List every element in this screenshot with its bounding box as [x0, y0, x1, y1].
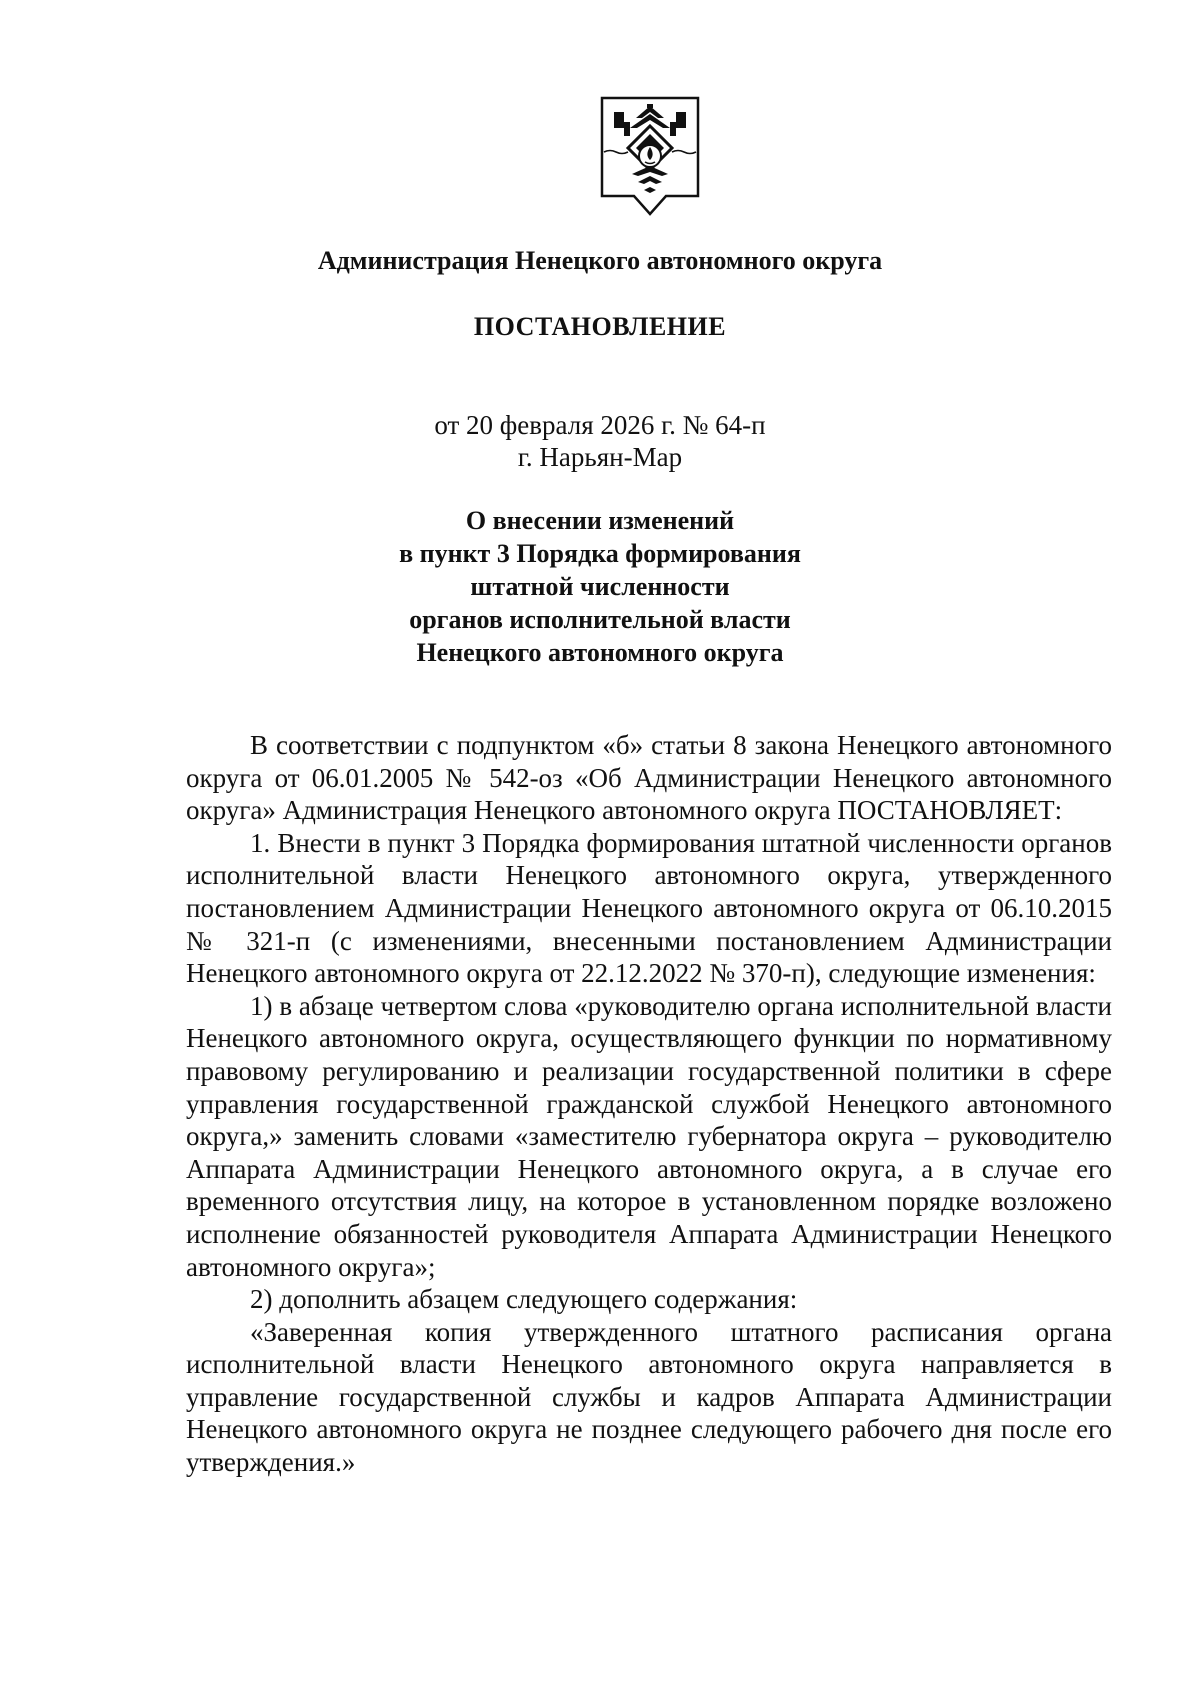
body-paragraph-subitem-1: 1) в абзаце четвертом слова «руководителю органа исполнительной власти Ненецкого автономного округа, осуществляющего функции по нормативному правовому регулированию и реализации государственной политики в сфере управления государственной гражданской службой Ненецкого автономного округа,» заменить словами «заместителю губернатора округа – руководителю Аппарата Администрации Ненецкого автономного округа, а в случае его временного отсутствия лицу, на которое в установленном порядке возложено исполнение обязанностей руководителя Аппарата Администрации Ненецкого автономного округа»; [186, 990, 1112, 1282]
subject-line: органов исполнительной власти [409, 605, 791, 634]
subject-line: в пункт 3 Порядка формирования [399, 539, 801, 568]
subject-line: Ненецкого автономного округа [416, 638, 784, 667]
body-paragraph-preamble: В соответствии с подпунктом «б» статьи 8 закона Ненецкого автономного округа от 06.01.2005 № 542-оз «Об Администрации Ненецкого автономного округа» Администрация Ненецкого автономного округа ПОСТАНОВЛЯЕТ: [186, 730, 1112, 826]
document-body [186, 729, 1112, 1479]
document-subject [0, 504, 1200, 669]
document-city: г. Нарьян-Мар [517, 442, 683, 472]
subject-line: штатной численности [470, 572, 730, 601]
document-type: ПОСТАНОВЛЕНИЕ [473, 312, 727, 341]
organization-title: Администрация Ненецкого автономного округа [317, 246, 883, 275]
subject-line: О внесении изменений [465, 506, 735, 535]
body-paragraph-item-1: 1. Внести в пункт 3 Порядка формирования штатной численности органов исполнительной власти Ненецкого автономного округа, утвержденного постановлением Администрации Ненецкого автономного округа от 06.10.2015 № 321-п (с изменениями, внесенными постановлением Администрации Ненецкого автономного округа от 22.12.2022 № 370-п), следующие изменения: [186, 827, 1112, 989]
body-paragraph-subitem-2: 2) дополнить абзацем следующего содержания: [250, 1284, 798, 1315]
body-paragraph-quote: «Заверенная копия утвержденного штатного расписания органа исполнительной власти Ненецкого автономного округа направляется в управление государственной службы и кадров Аппарата Администрации Ненецкого автономного округа не позднее следующего рабочего дня после его утверждения.» [186, 1316, 1112, 1478]
document-date-number: от 20 февраля 2026 г. № 64-п [434, 410, 766, 440]
coat-of-arms-emblem [600, 96, 700, 218]
